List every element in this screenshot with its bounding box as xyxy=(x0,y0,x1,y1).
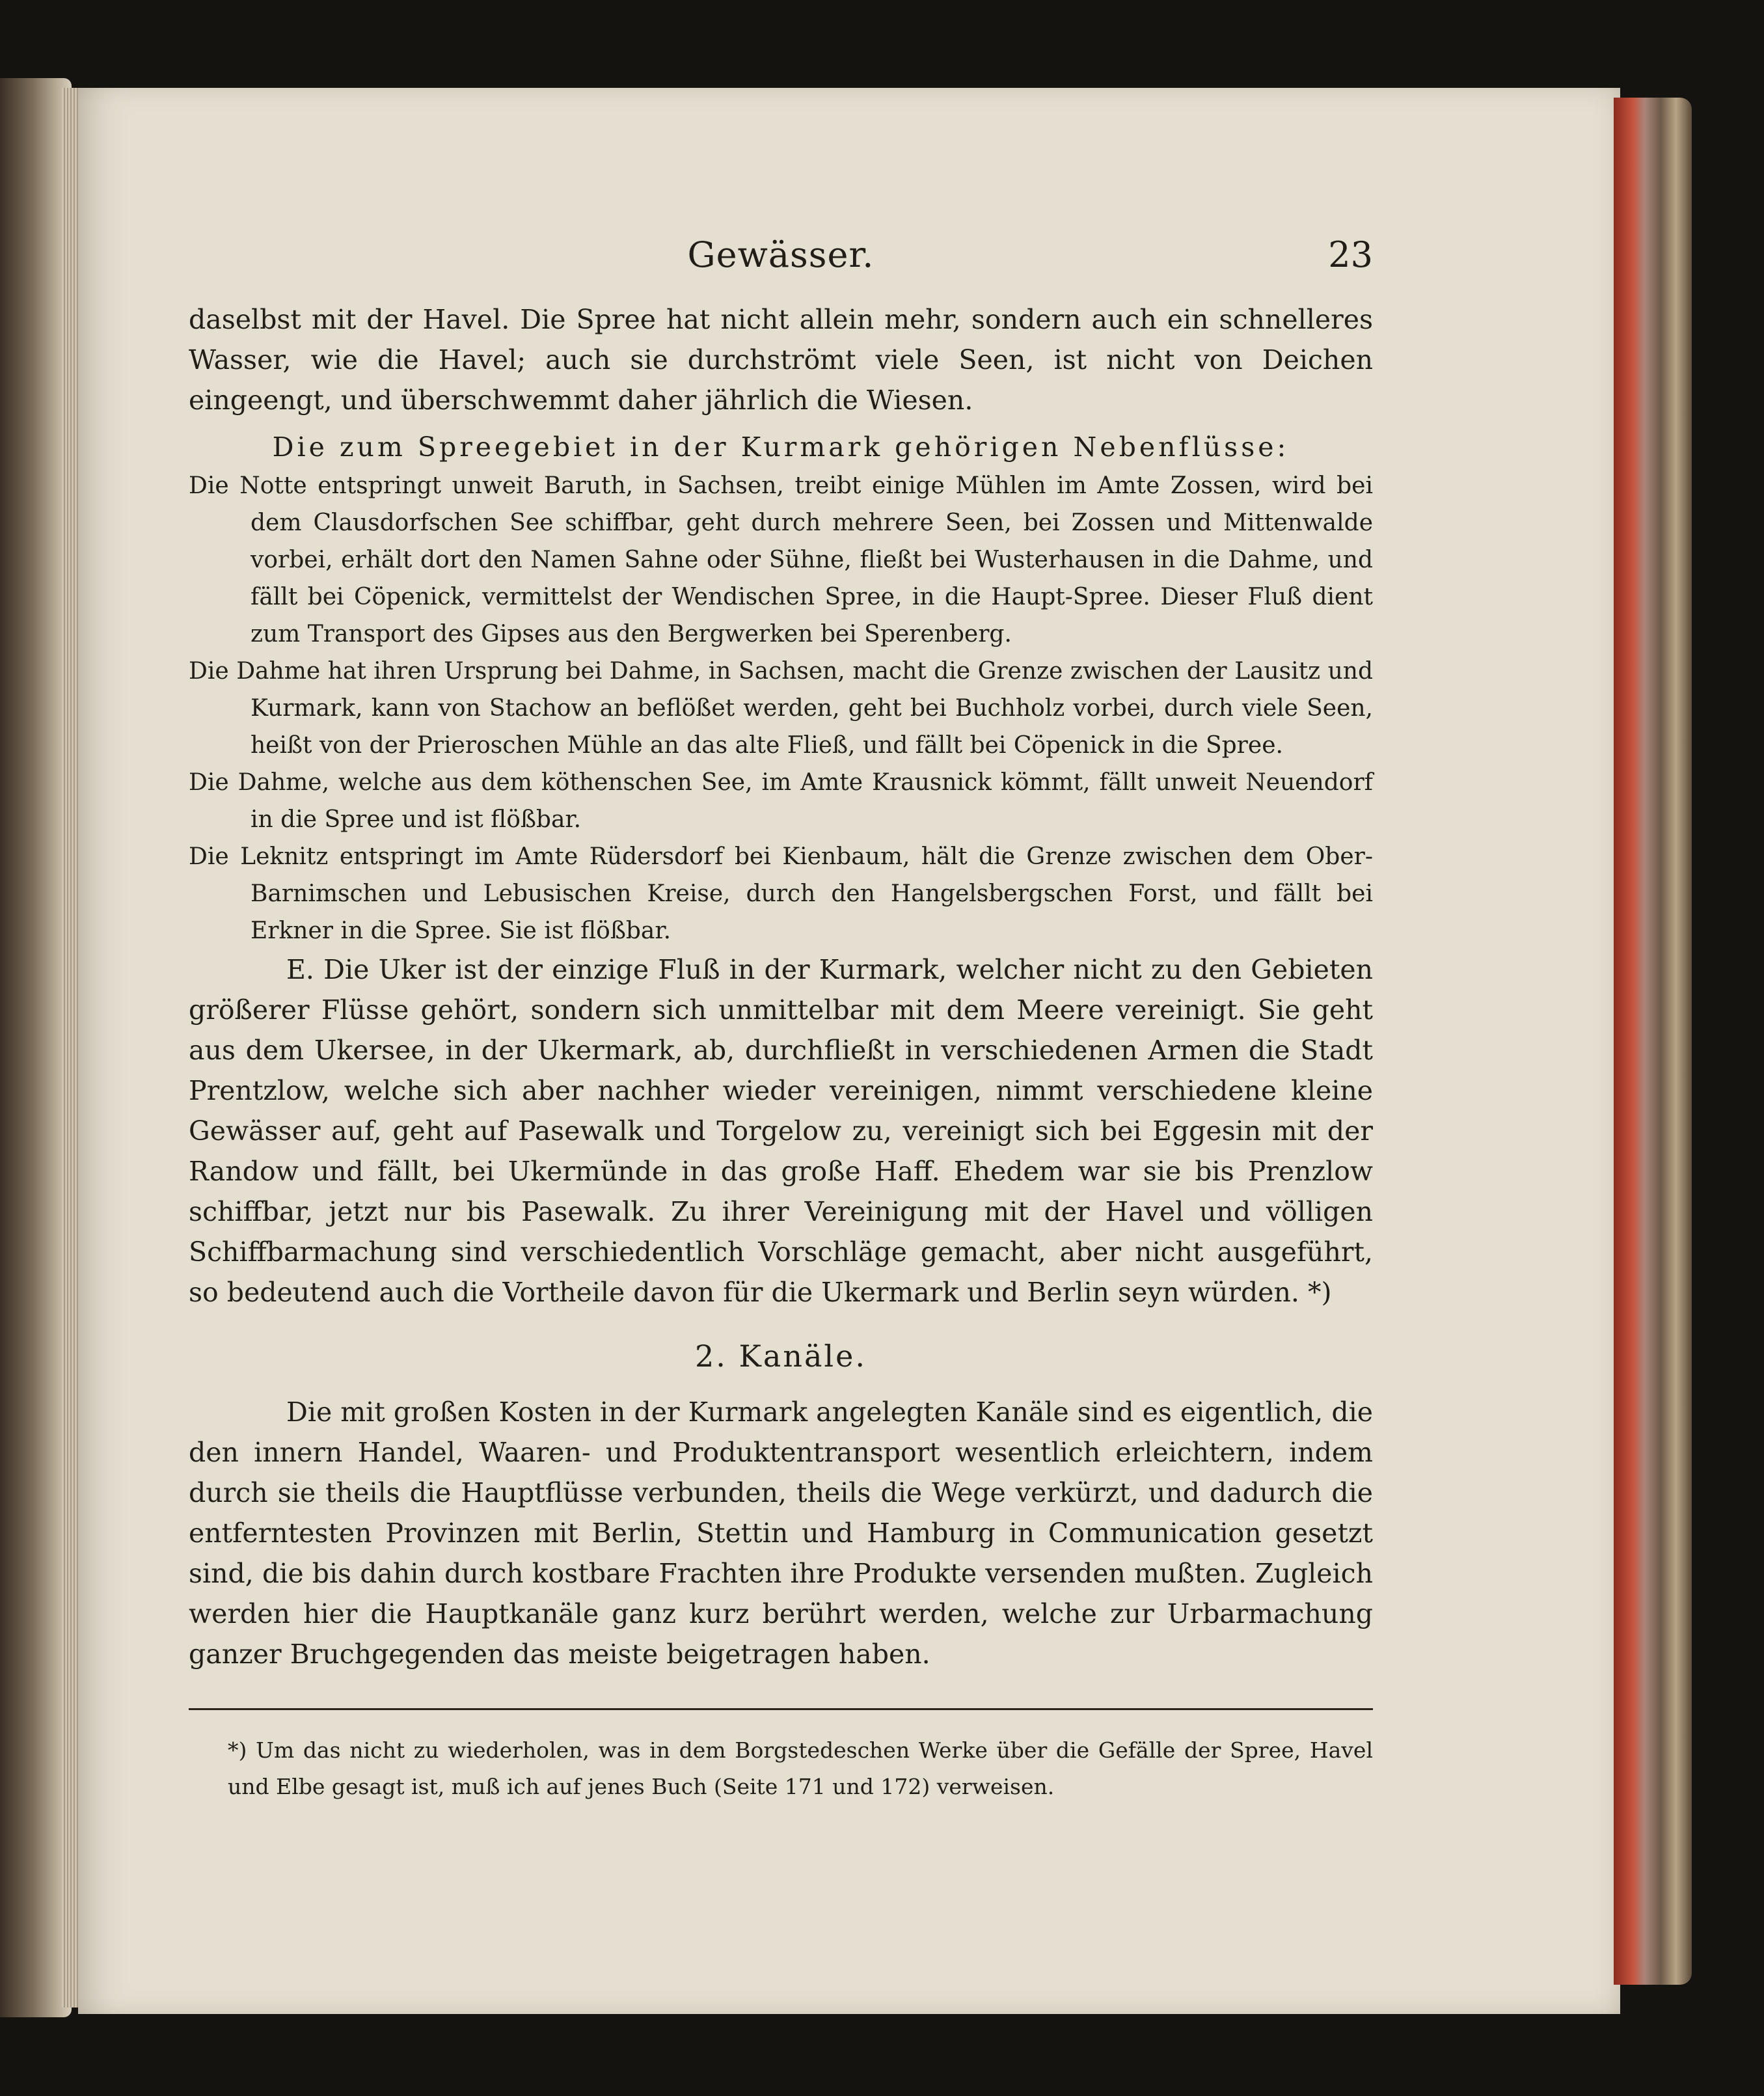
intro-paragraph: daselbst mit der Havel. Die Spree hat nicht allein mehr, sondern auch ein schnelleres Wasser, wie die Havel; auch sie durchströmt viele Seen, ist nicht von Deichen eingeengt, und überschwemmt daher jährlich die Wiesen. xyxy=(189,304,1373,416)
tributaries-subheading: Die zum Spreegebiet in der Kurmark gehörigen Nebenflüsse: xyxy=(272,431,1290,463)
canal-paragraph: Die mit großen Kosten in der Kurmark angelegten Kanäle sind es eigentlich, die den innern Handel, Waaren- und Produktentransport wesentlich erleichtern, indem durch sie theils die Hauptflüsse verbunden, theils die Wege verkürzt, und dadurch die entferntesten Provinzen mit Berlin, Stettin und Hamburg in Communication gesetzt sind, die bis dahin durch kostbare Frachten ihre Produkte versenden mußten. Zugleich werden hier die Hauptkanäle ganz kurz berührt werden, welche zur Urbarmachung ganzer Bruchgegenden das meiste beigetragen haben. xyxy=(189,1396,1373,1670)
page-content xyxy=(189,234,1373,1805)
footnote: *) Um das nicht zu wiederholen, was in dem Borgstedeschen Werke über die Gefälle der Spree, Havel und Elbe gesagt ist, muß ich auf jenes Buch (Seite 171 und 172) verweisen. xyxy=(228,1737,1373,1799)
left-page-edge xyxy=(0,78,72,2017)
tributary-entry-leknitz: Die Leknitz entspringt im Amte Rüdersdorf bei Kienbaum, hält die Grenze zwischen dem Ober-Barnimschen und Lebusischen Kreise, durch den Hangelsbergschen Forst, und fällt bei Erkner in die Spree. Sie ist flößbar. xyxy=(189,843,1373,944)
page-number: 23 xyxy=(1328,234,1373,275)
tributaries-list xyxy=(189,467,1373,949)
tributary-entry-dahme: Die Dahme hat ihren Ursprung bei Dahme, in Sachsen, macht die Grenze zwischen der Lausitz und Kurmark, kann von Stachow an beflößet werden, geht bei Buchholz vorbei, durch viele Seen, heißt von der Prieroschen Mühle an das alte Fließ, und fällt bei Cöpenick in die Spree. xyxy=(189,658,1373,759)
uker-paragraph: E. Die Uker ist der einzige Fluß in der Kurmark, welcher nicht zu den Gebieten größerer Flüsse gehört, sondern sich unmittelbar mit dem Meere vereinigt. Sie geht aus dem Ukersee, in der Ukermark, ab, durchfließt in verschiedenen Armen die Stadt Prentzlow, welche sich aber nachher wieder vereinigen, nimmt verschiedene kleine Gewässer auf, geht auf Pasewalk und Torgelow zu, vereinigt sich bei Eggesin mit der Randow und fällt, bei Ukermünde in das große Haff. Ehedem war sie bis Prenzlow schiffbar, jetzt nur bis Pasewalk. Zu ihrer Vereinigung mit der Havel und völligen Schiffbarmachung sind verschiedentlich Vorschläge gemacht, aber nicht ausgeführt, so bedeutend auch die Vortheile davon für die Ukermark und Berlin seyn würden. *) xyxy=(189,954,1373,1308)
section-title: 2. Kanäle. xyxy=(695,1339,867,1374)
tributary-entry-notte: Die Notte entspringt unweit Baruth, in Sachsen, treibt einige Mühlen im Amte Zossen, wird bei dem Clausdorfschen See schiffbar, geht durch mehrere Seen, bei Zossen und Mittenwalde vorbei, erhält dort den Namen Sahne oder Sühne, fließt bei Wusterhausen in die Dahme, und fällt bei Cöpenick, vermittelst der Wendischen Spree, in die Haupt-Spree. Dieser Fluß dient zum Transport des Gipses aus den Bergwerken bei Sperenberg. xyxy=(189,472,1373,647)
footnote-divider xyxy=(189,1708,1373,1710)
page-header xyxy=(189,234,1373,293)
running-head: Gewässer. xyxy=(687,234,875,275)
book-cover-edge xyxy=(1614,98,1692,1985)
tributary-entry-dahme-krausnick: Die Dahme, welche aus dem köthenschen See, im Amte Krausnick kömmt, fällt unweit Neuendorf in die Spree und ist flößbar. xyxy=(189,769,1373,833)
